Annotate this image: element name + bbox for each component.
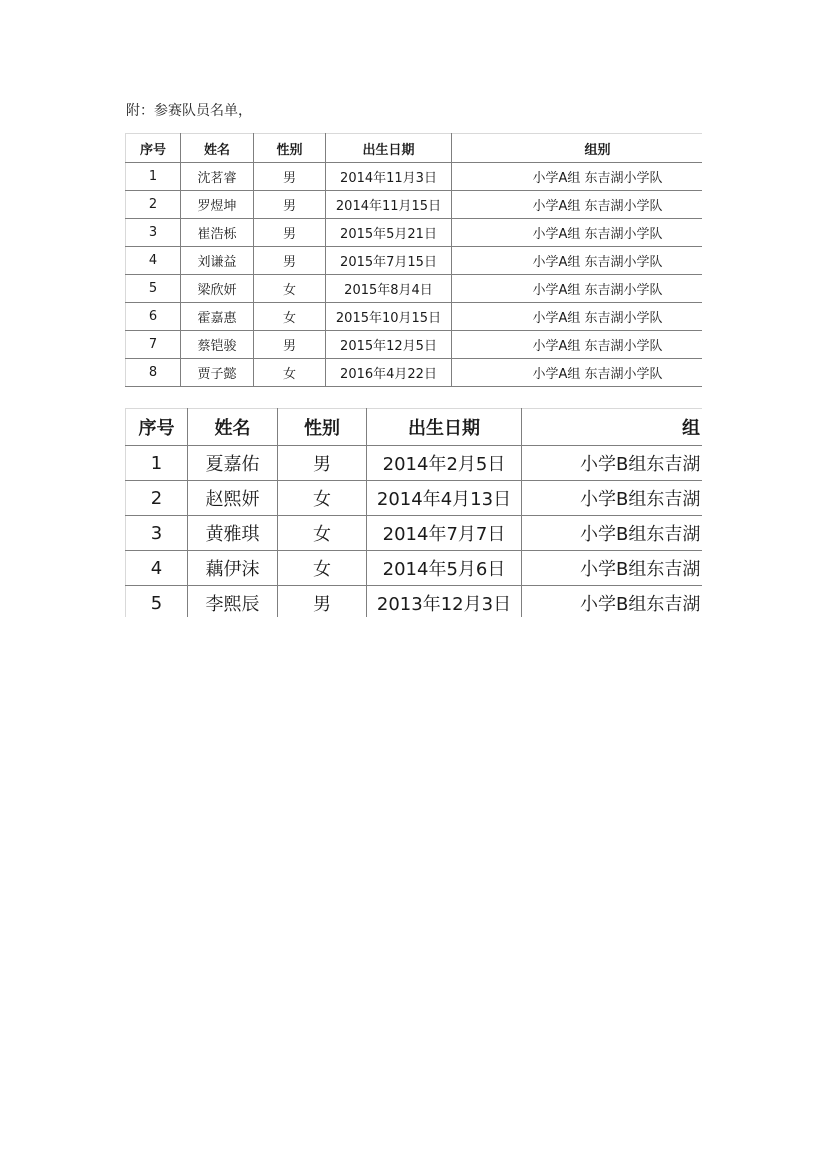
header-index: 序号 [126,409,188,446]
cell-gender: 女 [254,303,326,331]
cell-gender: 女 [254,359,326,387]
cell-index: 3 [126,219,181,247]
cell-birthdate: 2014年7月7日 [367,516,522,551]
cell-name: 刘谦益 [181,247,254,275]
table-row [126,586,703,618]
cell-index: 4 [126,247,181,275]
table-row [126,247,703,275]
cell-index: 2 [126,481,188,516]
header-birthdate: 出生日期 [367,409,522,446]
cell-gender: 女 [278,516,367,551]
header-gender: 性别 [278,409,367,446]
table-row [126,219,703,247]
cell-gender: 男 [254,219,326,247]
table-row [126,446,703,481]
cell-group: 小学A组 东吉湖小学队 [452,275,703,303]
roster-table-b [125,408,702,617]
cell-birthdate: 2013年12月3日 [367,586,522,618]
cell-birthdate: 2015年10月15日 [326,303,452,331]
table-row [126,359,703,387]
cell-group: 小学A组 东吉湖小学队 [452,247,703,275]
cell-birthdate: 2016年4月22日 [326,359,452,387]
header-group: 组 [522,409,703,446]
cell-index: 5 [126,586,188,618]
cell-index: 2 [126,191,181,219]
table-header-row [126,134,703,163]
cell-birthdate: 2015年8月4日 [326,275,452,303]
cell-birthdate: 2015年12月5日 [326,331,452,359]
cell-gender: 女 [278,551,367,586]
table-row [126,163,703,191]
cell-gender: 男 [254,191,326,219]
cell-index: 8 [126,359,181,387]
cell-name: 罗煜坤 [181,191,254,219]
cell-index: 1 [126,446,188,481]
table-row [126,551,703,586]
cell-group: 小学A组 东吉湖小学队 [452,219,703,247]
cell-name: 藕伊沫 [188,551,278,586]
cell-index: 5 [126,275,181,303]
header-gender: 性别 [254,134,326,163]
cell-birthdate: 2014年11月15日 [326,191,452,219]
cell-group: 小学A组 东吉湖小学队 [452,331,703,359]
cell-gender: 男 [254,163,326,191]
table-row [126,275,703,303]
table-row [126,516,703,551]
cell-birthdate: 2014年2月5日 [367,446,522,481]
header-name: 姓名 [181,134,254,163]
cell-birthdate: 2014年11月3日 [326,163,452,191]
cell-group: 小学A组 东吉湖小学队 [452,191,703,219]
cell-name: 黄雅琪 [188,516,278,551]
team-roster-table-b [125,408,702,617]
header-index: 序号 [126,134,181,163]
team-roster-table-a [125,133,702,391]
table-header-row [126,409,703,446]
cell-name: 霍嘉惠 [181,303,254,331]
cell-name: 李熙辰 [188,586,278,618]
cell-name: 沈茗睿 [181,163,254,191]
cell-name: 赵熙妍 [188,481,278,516]
cell-group: 小学B组东吉湖 [522,516,703,551]
attachment-caption: 附：参赛队员名单， [126,103,252,119]
header-name: 姓名 [188,409,278,446]
table-row [126,303,703,331]
cell-index: 6 [126,303,181,331]
cell-birthdate: 2014年4月13日 [367,481,522,516]
cell-gender: 女 [254,275,326,303]
cell-group: 小学B组东吉湖 [522,446,703,481]
cell-gender: 男 [254,331,326,359]
cell-group: 小学B组东吉湖 [522,586,703,618]
cell-gender: 男 [278,446,367,481]
cell-index: 3 [126,516,188,551]
cell-group: 小学A组 东吉湖小学队 [452,303,703,331]
roster-table-a [125,133,702,387]
cell-group: 小学A组 东吉湖小学队 [452,359,703,387]
cell-gender: 女 [278,481,367,516]
cell-birthdate: 2015年5月21日 [326,219,452,247]
cell-name: 梁欣妍 [181,275,254,303]
table-row [126,481,703,516]
table-row [126,331,703,359]
cell-name: 崔浩栎 [181,219,254,247]
cell-index: 7 [126,331,181,359]
cell-name: 贾子懿 [181,359,254,387]
cell-gender: 男 [254,247,326,275]
header-group: 组别 [452,134,703,163]
cell-group: 小学B组东吉湖 [522,551,703,586]
cell-gender: 男 [278,586,367,618]
cell-name: 蔡铠骏 [181,331,254,359]
cell-group: 小学B组东吉湖 [522,481,703,516]
cell-name: 夏嘉佑 [188,446,278,481]
cell-birthdate: 2015年7月15日 [326,247,452,275]
cell-index: 1 [126,163,181,191]
cell-group: 小学A组 东吉湖小学队 [452,163,703,191]
cell-birthdate: 2014年5月6日 [367,551,522,586]
cell-index: 4 [126,551,188,586]
table-row [126,191,703,219]
header-birthdate: 出生日期 [326,134,452,163]
